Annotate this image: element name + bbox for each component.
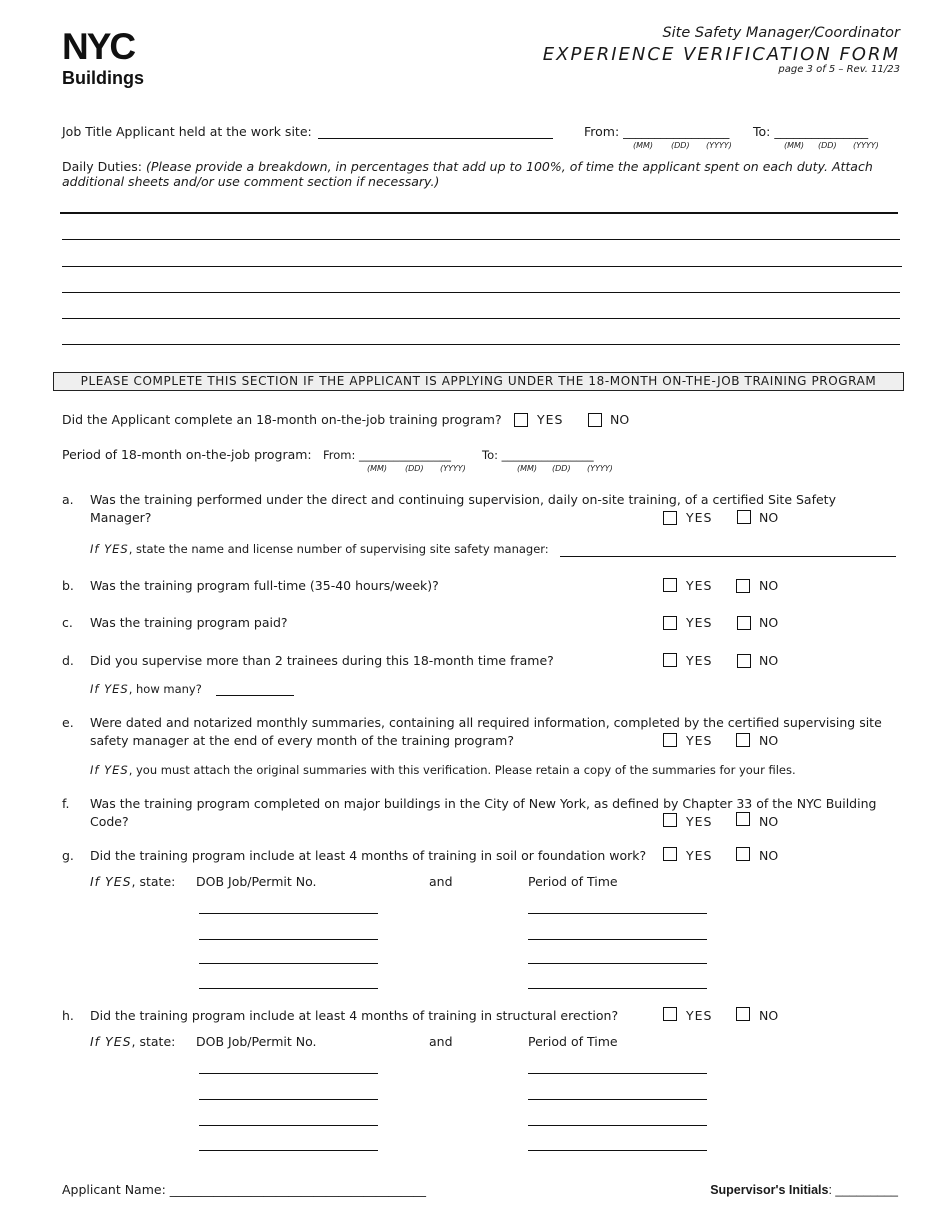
no-label: NO (759, 733, 779, 748)
complete-no-checkbox[interactable] (588, 413, 602, 427)
form-title: EXPERIENCE VERIFICATION FORM (542, 44, 900, 65)
a-no-checkbox[interactable] (737, 510, 751, 524)
h-period-field[interactable] (528, 1099, 707, 1100)
fmt-dd: (DD) (671, 141, 690, 150)
yes-label: YES (686, 733, 713, 748)
a-yes-checkbox[interactable] (663, 511, 677, 525)
fmt-yyyy: (YYYY) (853, 141, 879, 150)
q-complete-label: Did the Applicant complete an 18-month on-the-job training program? (62, 412, 502, 427)
question-letter: d. (62, 653, 74, 668)
yes-label: YES (686, 1008, 713, 1023)
job-to-field[interactable]: To: _______________ (753, 124, 869, 139)
yes-label: YES (686, 615, 713, 630)
supervisor-name-license-field[interactable] (560, 556, 896, 557)
c-no-checkbox[interactable] (737, 616, 751, 630)
question-letter: b. (62, 578, 74, 593)
if-yes-h-note (90, 1034, 175, 1049)
period-from-field[interactable]: From: ________________ (323, 448, 452, 462)
fmt-mm: (MM) (367, 464, 388, 473)
g-permit-field[interactable] (199, 988, 378, 989)
duties-line[interactable] (62, 318, 900, 319)
duties-line[interactable] (60, 212, 898, 214)
permit-label: DOB Job/Permit No. (196, 874, 317, 889)
if-yes-e-text: , you must attach the original summaries with this verification. Please retain a copy of the summaries for your files. (128, 763, 796, 777)
duties-line[interactable] (62, 266, 902, 267)
question-letter: f. (62, 796, 70, 811)
f-yes-checkbox[interactable] (663, 813, 677, 827)
period-to-field[interactable]: To: ________________ (482, 448, 594, 462)
job-title-field[interactable] (318, 138, 553, 139)
nyc-logo: NYC (62, 26, 135, 67)
yes-label: YES (686, 578, 713, 593)
duties-note: (Please provide a breakdown, in percentages that add up to 100%, of time the applicant spent on each duty. Attach additional sheets and/or use comment section if necessary.) (62, 159, 873, 189)
if-yes-e-note (90, 763, 796, 777)
no-label: NO (610, 412, 630, 427)
no-label: NO (759, 848, 779, 863)
if-yes-a-note (90, 542, 549, 556)
question-letter: h. (62, 1008, 74, 1023)
and-label: and (429, 874, 453, 889)
question-text: Was the training program full-time (35-40 hours/week)? (90, 578, 439, 593)
f-no-checkbox[interactable] (736, 812, 750, 826)
no-label: NO (759, 578, 779, 593)
no-label: NO (759, 615, 779, 630)
buildings-logo-text: Buildings (62, 68, 144, 88)
question-letter: c. (62, 615, 73, 630)
daily-duties-instructions (62, 159, 902, 189)
section-banner: PLEASE COMPLETE THIS SECTION IF THE APPLICANT IS APPLYING UNDER THE 18-MONTH ON-THE-JOB TRAINING PROGRAM (53, 372, 904, 391)
job-from-field[interactable]: From: _________________ (584, 124, 730, 139)
g-period-field[interactable] (528, 913, 707, 914)
no-label: NO (759, 653, 779, 668)
if-yes-text: If YES (90, 1034, 132, 1049)
duties-label: Daily Duties: (62, 159, 142, 174)
yes-label: YES (686, 653, 713, 668)
if-yes-a-text: , state the name and license number of supervising site safety manager: (128, 542, 549, 556)
g-yes-checkbox[interactable] (663, 847, 677, 861)
initials-label: Supervisor's Initials (710, 1183, 829, 1197)
permit-label: DOB Job/Permit No. (196, 1034, 317, 1049)
complete-yes-checkbox[interactable] (514, 413, 528, 427)
duties-line[interactable] (62, 239, 900, 240)
fmt-dd: (DD) (818, 141, 837, 150)
question-text: Did you supervise more than 2 trainees during this 18-month time frame? (90, 653, 554, 668)
yes-label: YES (537, 412, 564, 427)
question-text: Did the training program include at least 4 months of training in soil or foundation work? (90, 848, 647, 863)
yes-label: YES (686, 848, 713, 863)
fmt-yyyy: (YYYY) (587, 464, 613, 473)
g-no-checkbox[interactable] (736, 847, 750, 861)
fmt-yyyy: (YYYY) (706, 141, 732, 150)
h-permit-field[interactable] (199, 1125, 378, 1126)
if-yes-state-text: , state: (131, 874, 176, 889)
e-no-checkbox[interactable] (736, 733, 750, 747)
fmt-mm: (MM) (784, 141, 805, 150)
initials-blank: : _________ (828, 1183, 898, 1197)
h-permit-field[interactable] (199, 1073, 378, 1074)
h-no-checkbox[interactable] (736, 1007, 750, 1021)
b-no-checkbox[interactable] (736, 579, 750, 593)
if-yes-text: If YES (90, 542, 129, 556)
g-period-field[interactable] (528, 988, 707, 989)
question-letter: g. (62, 848, 74, 863)
g-permit-field[interactable] (199, 939, 378, 940)
question-letter: a. (62, 492, 74, 507)
fmt-mm: (MM) (517, 464, 538, 473)
applicant-name-field[interactable]: Applicant Name: _________________________________________ (62, 1182, 427, 1197)
how-many-field[interactable] (216, 695, 294, 696)
no-label: NO (759, 814, 779, 829)
question-text: Was the training program paid? (90, 615, 288, 630)
if-yes-state-text: , state: (131, 1034, 176, 1049)
question-text: Code? (90, 814, 129, 829)
question-text: Was the training program completed on major buildings in the City of New York, as defined by Chapter 33 of the NYC Building (90, 796, 877, 811)
question-text: Were dated and notarized monthly summaries, containing all required information, completed by the certified supervising site (90, 715, 882, 730)
if-yes-g-note (90, 874, 175, 889)
duties-line[interactable] (62, 292, 900, 293)
yes-label: YES (686, 814, 713, 829)
fmt-dd: (DD) (552, 464, 571, 473)
g-period-field[interactable] (528, 963, 707, 964)
page-info: page 3 of 5 – Rev. 11/23 (778, 64, 900, 75)
if-yes-text: If YES (90, 682, 129, 696)
if-yes-text: If YES (90, 874, 132, 889)
period-of-time-label: Period of Time (528, 1034, 618, 1049)
g-permit-field[interactable] (199, 913, 378, 914)
d-no-checkbox[interactable] (737, 654, 751, 668)
question-text: Was the training performed under the direct and continuing supervision, daily on-site training, of a certified Site Safety (90, 492, 836, 507)
question-text: Manager? (90, 510, 152, 525)
supervisor-initials-field[interactable] (710, 1183, 898, 1197)
g-permit-field[interactable] (199, 963, 378, 964)
no-label: NO (759, 510, 779, 525)
question-text: Did the training program include at least 4 months of training in structural erection? (90, 1008, 619, 1023)
fmt-mm: (MM) (633, 141, 654, 150)
c-yes-checkbox[interactable] (663, 616, 677, 630)
fmt-dd: (DD) (405, 464, 424, 473)
no-label: NO (759, 1008, 779, 1023)
e-yes-checkbox[interactable] (663, 733, 677, 747)
duties-line[interactable] (62, 344, 900, 345)
period-label: Period of 18-month on-the-job program: (62, 447, 312, 462)
question-letter: e. (62, 715, 74, 730)
if-yes-d-text: , how many? (128, 682, 202, 696)
h-permit-field[interactable] (199, 1150, 378, 1151)
yes-label: YES (686, 510, 713, 525)
job-title-label: Job Title Applicant held at the work site: (62, 124, 312, 139)
h-period-field[interactable] (528, 1125, 707, 1126)
question-text: safety manager at the end of every month of the training program? (90, 733, 514, 748)
and-label: and (429, 1034, 453, 1049)
h-permit-field[interactable] (199, 1099, 378, 1100)
fmt-yyyy: (YYYY) (440, 464, 466, 473)
h-period-field[interactable] (528, 1150, 707, 1151)
h-period-field[interactable] (528, 1073, 707, 1074)
g-period-field[interactable] (528, 939, 707, 940)
if-yes-d-note (90, 682, 202, 696)
period-of-time-label: Period of Time (528, 874, 618, 889)
b-yes-checkbox[interactable] (663, 578, 677, 592)
d-yes-checkbox[interactable] (663, 653, 677, 667)
h-yes-checkbox[interactable] (663, 1007, 677, 1021)
form-subtitle: Site Safety Manager/Coordinator (662, 25, 900, 41)
if-yes-text: If YES (90, 763, 129, 777)
